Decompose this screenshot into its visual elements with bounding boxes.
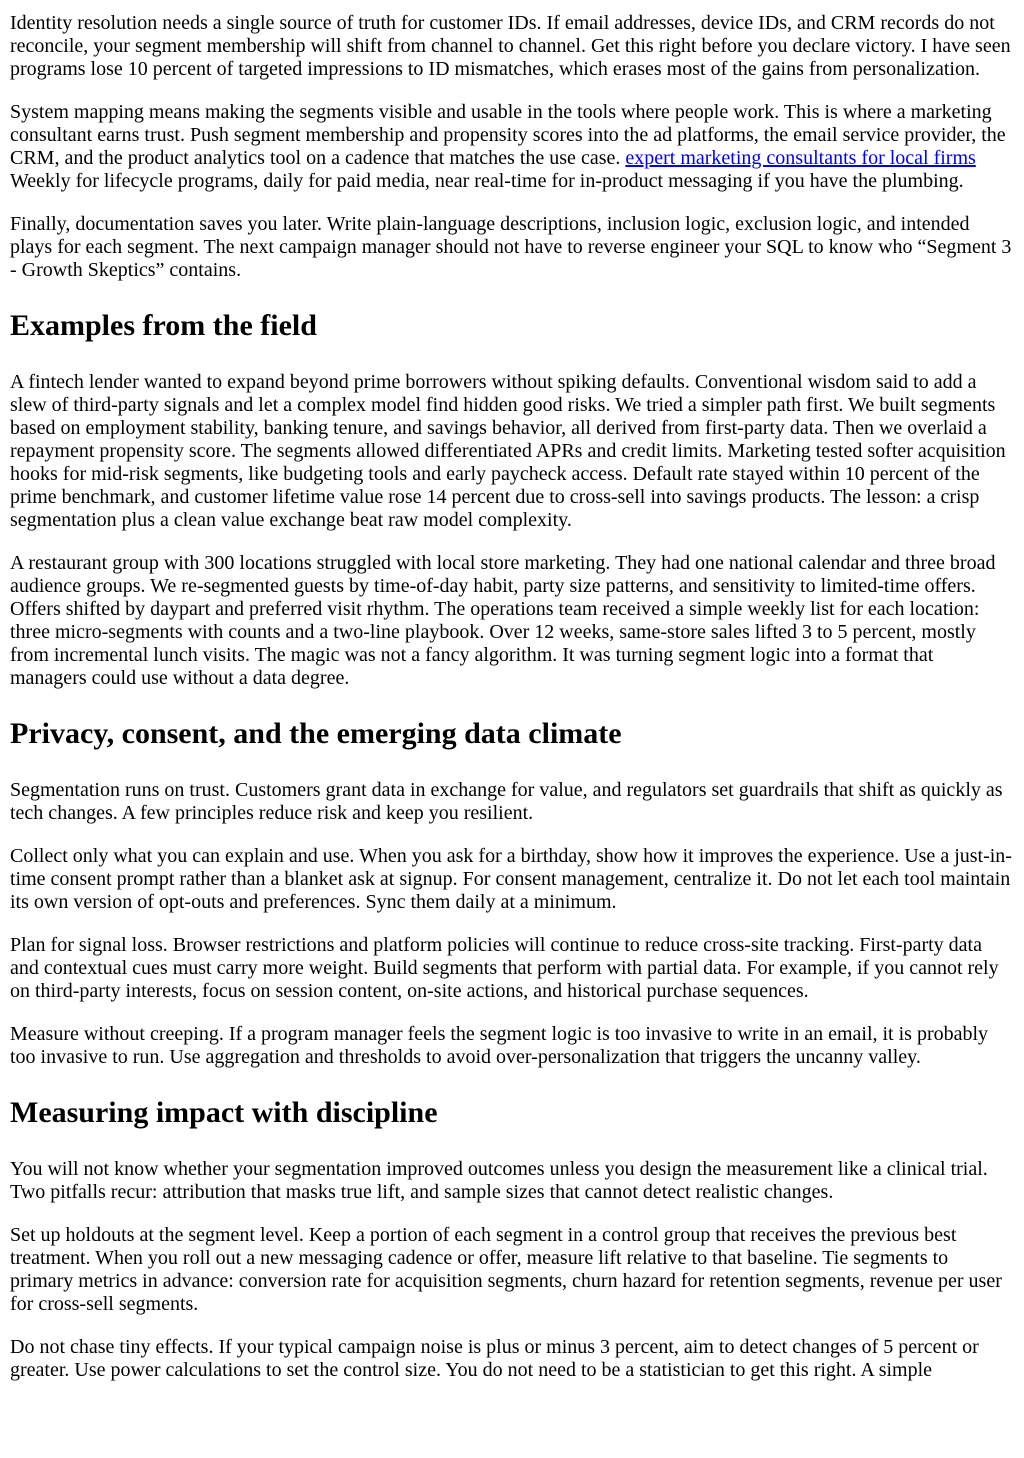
expert-marketing-link[interactable]: expert marketing consultants for local firms [625, 147, 976, 169]
paragraph: Do not chase tiny effects. If your typical campaign noise is plus or minus 3 percent, aim to detect changes of 5 percent or greater. Use power calculations to set the control size. You do not need to be a statistician to get this right. A simple [10, 1336, 979, 1381]
text: Weekly for lifecycle programs, daily for paid media, near real-time for in-product messaging if you have the plumbing. [10, 170, 964, 192]
heading-privacy: Privacy, consent, and the emerging data climate [10, 717, 622, 750]
article-body [0, 12, 1024, 1382]
heading-examples: Examples from the field [10, 309, 317, 342]
paragraph: Collect only what you can explain and use. When you ask for a birthday, show how it improves the experience. Use a just-in-time consent prompt rather than a blanket ask at signup. For consent management, centralize it. Do not let each tool maintain its own version of opt-outs and preferences. Sync them daily at a minimum. [10, 845, 1012, 913]
paragraph: Measure without creeping. If a program manager feels the segment logic is too invasive to write in an email, it is probably too invasive to run. Use aggregation and thresholds to avoid over-personalization that triggers the uncanny valley. [10, 1023, 989, 1068]
paragraph: A restaurant group with 300 locations struggled with local store marketing. They had one national calendar and three broad audience groups. We re-segmented guests by time-of-day habit, party size patterns, and sensitivity to limited-time offers. Offers shifted by daypart and preferred visit rhythm. The operations team received a simple weekly list for each location: three micro-segments with counts and a two-line playbook. Over 12 weeks, same-store sales lifted 3 to 5 percent, mostly from incremental lunch visits. The magic was not a fancy algorithm. It was turning segment logic into a format that managers could use without a data degree. [10, 552, 996, 689]
paragraph: You will not know whether your segmentation improved outcomes unless you design the measurement like a clinical trial. Two pitfalls recur: attribution that masks true lift, and sample sizes that cannot detect realistic changes. [10, 1158, 988, 1203]
paragraph: Plan for signal loss. Browser restrictions and platform policies will continue to reduce cross-site tracking. First-party data and contextual cues must carry more weight. Build segments that perform with partial data. For example, if you cannot rely on third-party interests, focus on session content, on-site actions, and historical purchase sequences. [10, 934, 999, 1002]
heading-measuring-impact: Measuring impact with discipline [10, 1096, 438, 1129]
paragraph: A fintech lender wanted to expand beyond prime borrowers without spiking defaults. Conventional wisdom said to add a slew of third-party signals and let a complex model find hidden good risks. We tried a simpler path first. We built segments based on employment stability, banking tenure, and savings behavior, all derived from first-party data. Then we overlaid a repayment propensity score. The segments allowed differentiated APRs and credit limits. Marketing tested softer acquisition hooks for mid-risk segments, like budgeting tools and early paycheck access. Default rate stayed within 10 percent of the prime benchmark, and customer lifetime value rose 14 percent due to cross-sell into savings products. The lesson: a crisp segmentation plus a clean value exchange beat raw model complexity. [10, 371, 1006, 531]
paragraph-identity-resolution: Identity resolution needs a single source of truth for customer IDs. If email addresses, device IDs, and CRM records do not reconcile, your segment membership will shift from channel to channel. Get this right before you declare victory. I have seen programs lose 10 percent of targeted impressions to ID mismatches, which erases most of the gains from personalization. [10, 12, 1011, 80]
paragraph: Set up holdouts at the segment level. Keep a portion of each segment in a control group that receives the previous best treatment. When you roll out a new messaging cadence or offer, measure lift relative to that baseline. Tie segments to primary metrics in advance: conversion rate for acquisition segments, churn hazard for retention segments, revenue per user for cross-sell segments. [10, 1224, 1002, 1315]
paragraph-documentation: Finally, documentation saves you later. Write plain-language descriptions, inclusion logic, exclusion logic, and intended plays for each segment. The next campaign manager should not have to reverse engineer your SQL to know who “Segment 3 - Growth Skeptics” contains. [10, 213, 1012, 281]
paragraph-system-mapping [10, 101, 1014, 193]
paragraph: Segmentation runs on trust. Customers grant data in exchange for value, and regulators set guardrails that shift as quickly as tech changes. A few principles reduce risk and keep you resilient. [10, 779, 1003, 824]
text: System mapping means making the segments visible and usable in the tools where people work. This is where a marketing consultant earns trust. Push segment membership and propensity scores into the ad platforms, the email service provider, the CRM, and the product analytics tool on a cadence that matches the use case. [10, 101, 1006, 169]
